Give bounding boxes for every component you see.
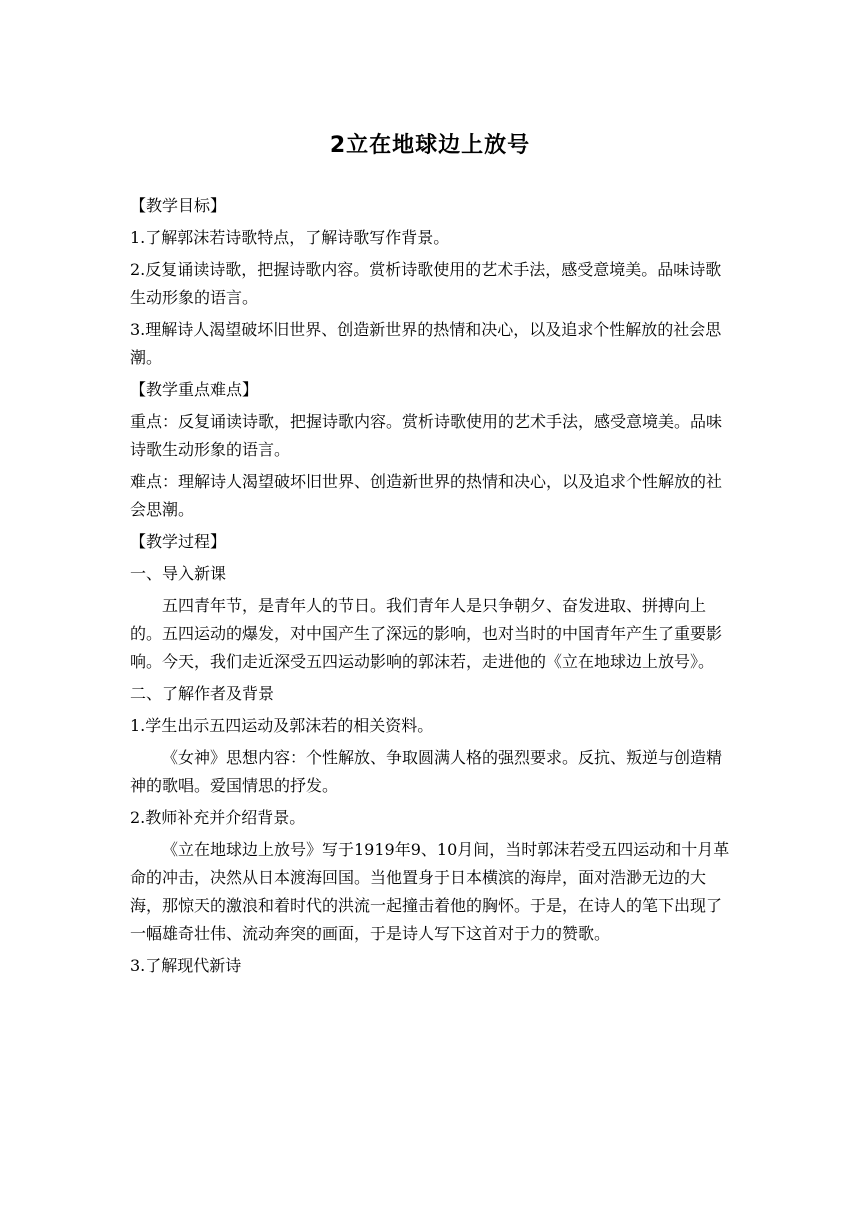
step-3-heading: 3.了解现代新诗 xyxy=(130,956,242,975)
goal-item-2: 2.反复诵读诗歌，把握诗歌内容。赏析诗歌使用的艺术手法，感受意境美。品味诗歌生动形象的语言。 xyxy=(130,260,722,307)
step-1-heading: 1.学生出示五四运动及郭沫若的相关资料。 xyxy=(130,716,434,735)
part-1-paragraph: 五四青年节，是青年人的节日。我们青年人是只争朝夕、奋发进取、拼搏向上的。五四运动的爆发，对中国产生了深远的影响，也对当时的中国青年产生了重要影响。今天，我们走近深受五四运动影响的郭沫若，走进他的《立在地球边上放号》。 xyxy=(130,596,723,671)
process-heading: 【教学过程】 xyxy=(130,532,227,551)
difficult-point-text: 难点：理解诗人渴望破坏旧世界、创造新世界的热情和决心，以及追求个性解放的社会思潮。 xyxy=(130,472,723,519)
key-difficult-heading: 【教学重点难点】 xyxy=(130,380,259,399)
part-2-heading: 二、了解作者及背景 xyxy=(130,684,275,703)
part-1-heading: 一、导入新课 xyxy=(130,564,227,583)
document-title: 2立在地球边上放号 xyxy=(329,133,531,158)
goal-item-1: 1.了解郭沫若诗歌特点，了解诗歌写作背景。 xyxy=(130,228,450,247)
key-point-text: 重点：反复诵读诗歌，把握诗歌内容。赏析诗歌使用的艺术手法，感受意境美。品味诗歌生动形象的语言。 xyxy=(130,412,723,459)
goal-item-3: 3.理解诗人渴望破坏旧世界、创造新世界的热情和决心，以及追求个性解放的社会思潮。 xyxy=(130,320,722,367)
step-2-heading: 2.教师补充并介绍背景。 xyxy=(130,808,306,827)
step-1-paragraph: 《女神》思想内容：个性解放、争取圆满人格的强烈要求。反抗、叛逆与创造精神的歌唱。爱国情思的抒发。 xyxy=(130,748,723,795)
goals-heading: 【教学目标】 xyxy=(130,196,227,215)
document-body xyxy=(130,192,730,984)
step-2-paragraph: 《立在地球边上放号》写于1919年9、10月间，当时郭沫若受五四运动和十月革命的冲击，决然从日本渡海回国。当他置身于日本横滨的海岸，面对浩渺无边的大海，那惊天的激浪和着时代的洪流一起撞击着他的胸怀。于是，在诗人的笔下出现了一幅雄奇壮伟、流动奔突的画面，于是诗人写下这首对于力的赞歌。 xyxy=(130,840,730,943)
